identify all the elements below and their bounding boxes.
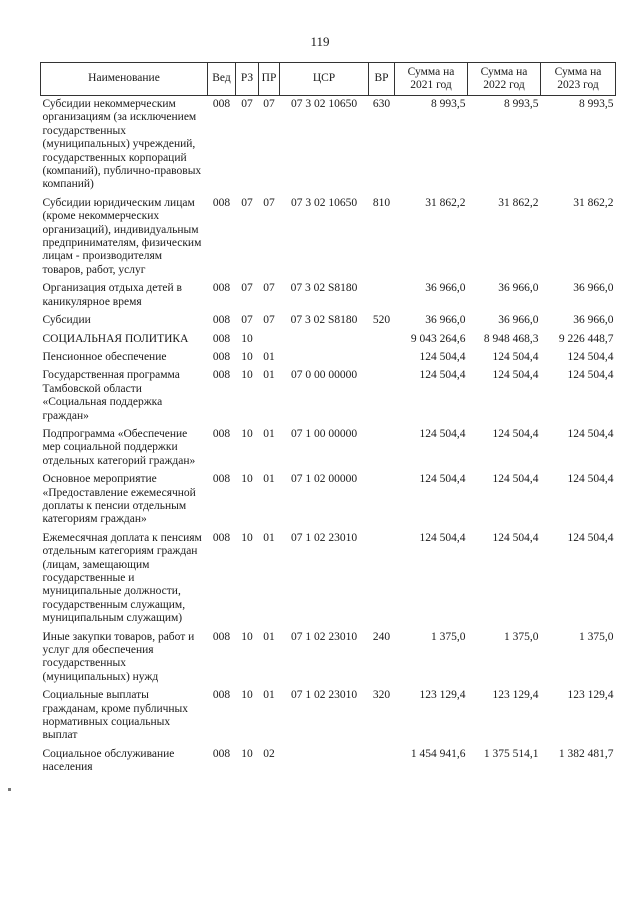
cell-name: Субсидии	[42, 314, 91, 327]
scan-mark	[8, 788, 11, 791]
cell-y2021: 31 862,2	[425, 196, 466, 209]
cell-csr: 07 3 02 10650	[290, 98, 358, 110]
cell-pr: 01	[263, 630, 275, 643]
cell-y2022: 8 993,5	[504, 98, 539, 110]
cell-y2023: 124 504,4	[567, 531, 614, 544]
cell-rz: 07	[241, 282, 253, 295]
table-header-row	[41, 63, 616, 96]
cell-ved: 008	[212, 531, 231, 544]
cell-name: Основное мероприятие «Предоставление ежемесячной доплаты к пенсии отдельным категориям граждан»	[42, 473, 196, 526]
cell-name: Организация отдыха детей в каникулярное время	[42, 282, 182, 308]
header-name: Наименование	[41, 63, 208, 96]
cell-pr: 02	[263, 747, 275, 760]
cell-y2021: 124 504,4	[419, 350, 466, 363]
cell-pr: 07	[263, 196, 275, 209]
cell-csr: 07 0 00 00000	[290, 369, 358, 382]
cell-rz: 07	[241, 196, 253, 209]
header-sum-2021: Сумма на 2021 год	[395, 63, 468, 96]
cell-ved: 008	[212, 369, 231, 382]
cell-csr: 07 1 02 00000	[290, 473, 358, 486]
cell-y2021: 1 454 941,6	[410, 747, 466, 760]
cell-pr: 07	[263, 314, 275, 327]
cell-y2022: 124 504,4	[492, 473, 539, 486]
cell-name: Социальное обслуживание населения	[42, 747, 175, 774]
cell-pr: 07	[263, 282, 275, 295]
cell-csr: 07 1 00 00000	[290, 427, 358, 440]
table-row	[41, 629, 616, 688]
cell-ved: 008	[212, 98, 231, 110]
cell-vr: 240	[372, 630, 391, 643]
cell-vr: 630	[372, 98, 391, 110]
cell-name: Социальные выплаты гражданам, кроме публичных нормативных социальных выплат	[42, 689, 189, 742]
cell-name: Пенсионное обеспечение	[42, 350, 167, 363]
cell-pr: 07	[263, 98, 275, 110]
cell-csr: 07 1 02 23010	[290, 689, 358, 702]
cell-y2023: 124 504,4	[567, 350, 614, 363]
cell-ved: 008	[212, 332, 231, 345]
cell-pr: 01	[263, 531, 275, 544]
cell-csr: 07 1 02 23010	[290, 531, 358, 544]
header-sum-2023: Сумма на 2023 год	[541, 63, 616, 96]
cell-y2021: 36 966,0	[425, 314, 466, 327]
cell-y2021: 9 043 264,6	[410, 332, 466, 345]
cell-rz: 10	[241, 531, 253, 544]
cell-y2022: 124 504,4	[492, 427, 539, 440]
cell-y2021: 124 504,4	[419, 369, 466, 382]
cell-vr	[369, 530, 395, 629]
cell-y2022: 124 504,4	[492, 369, 539, 382]
table-row	[41, 312, 616, 330]
cell-y2023: 124 504,4	[567, 369, 614, 382]
cell-name: Иные закупки товаров, работ и услуг для обеспечения государственных (муниципальных) нужд	[42, 630, 195, 683]
cell-rz: 10	[241, 747, 253, 760]
cell-y2023: 124 504,4	[567, 473, 614, 486]
cell-rz: 10	[241, 369, 253, 382]
table-row	[41, 746, 616, 778]
cell-y2022: 124 504,4	[492, 350, 539, 363]
cell-pr: 01	[263, 369, 275, 382]
cell-ved: 008	[212, 630, 231, 643]
table-row	[41, 96, 616, 195]
cell-y2023: 36 966,0	[573, 314, 614, 327]
cell-vr	[369, 426, 395, 471]
cell-ved: 008	[212, 314, 231, 327]
cell-vr: 520	[372, 314, 391, 327]
table-row	[41, 349, 616, 367]
page-number: 119	[310, 34, 330, 49]
cell-y2023: 123 129,4	[567, 689, 614, 702]
table-row	[41, 426, 616, 471]
header-rz: РЗ	[236, 63, 259, 96]
cell-csr: 07 3 02 10650	[290, 196, 358, 209]
cell-name: Субсидии некоммерческим организациям (за исключением государственных (муниципальных) учреждений, государственных корпораций (компаний), публично-правовых компаний)	[42, 98, 202, 191]
table-row	[41, 331, 616, 349]
cell-y2021: 8 993,5	[431, 98, 466, 110]
cell-y2022: 1 375,0	[504, 630, 539, 643]
cell-rz: 10	[241, 473, 253, 486]
cell-y2022: 31 862,2	[498, 196, 539, 209]
budget-table	[40, 62, 616, 778]
cell-y2021: 36 966,0	[425, 282, 466, 295]
table-row	[41, 687, 616, 746]
cell-vr	[369, 331, 395, 349]
cell-vr	[369, 746, 395, 778]
cell-pr: 01	[263, 473, 275, 486]
cell-pr: 01	[263, 350, 275, 363]
cell-y2023: 124 504,4	[567, 427, 614, 440]
cell-csr: 07 1 02 23010	[290, 630, 358, 643]
header-vr: ВР	[369, 63, 395, 96]
cell-csr: 07 3 02 S8180	[290, 314, 358, 327]
table-row	[41, 195, 616, 280]
cell-name: Подпрограмма «Обеспечение мер социальной поддержки отдельных категорий граждан»	[42, 427, 196, 467]
table-row	[41, 280, 616, 312]
cell-vr: 320	[372, 689, 391, 702]
cell-rz: 10	[241, 689, 253, 702]
cell-vr	[369, 471, 395, 530]
header-pr: ПР	[259, 63, 280, 96]
cell-pr: 01	[263, 427, 275, 440]
header-ved: Вед	[208, 63, 236, 96]
table-body	[41, 96, 616, 778]
cell-y2022: 123 129,4	[492, 689, 539, 702]
cell-y2023: 36 966,0	[573, 282, 614, 295]
cell-csr	[280, 349, 369, 367]
cell-ved: 008	[212, 350, 231, 363]
cell-rz: 10	[241, 630, 253, 643]
cell-y2022: 124 504,4	[492, 531, 539, 544]
cell-rz: 10	[241, 332, 253, 345]
cell-ved: 008	[212, 747, 231, 760]
cell-ved: 008	[212, 282, 231, 295]
cell-y2022: 36 966,0	[498, 282, 539, 295]
cell-y2023: 1 382 481,7	[558, 747, 614, 760]
cell-csr	[280, 331, 369, 349]
header-csr: ЦСР	[280, 63, 369, 96]
cell-name: СОЦИАЛЬНАЯ ПОЛИТИКА	[42, 332, 189, 345]
header-sum-2022: Сумма на 2022 год	[468, 63, 541, 96]
cell-y2023: 1 375,0	[579, 630, 614, 643]
cell-y2022: 36 966,0	[498, 314, 539, 327]
cell-y2021: 123 129,4	[419, 689, 466, 702]
cell-rz: 07	[241, 314, 253, 327]
cell-y2023: 31 862,2	[573, 196, 614, 209]
cell-rz: 10	[241, 427, 253, 440]
cell-y2022: 8 948 468,3	[483, 332, 539, 345]
cell-y2021: 124 504,4	[419, 427, 466, 440]
cell-y2021: 124 504,4	[419, 473, 466, 486]
cell-name: Ежемесячная доплата к пенсиям отдельным категориям граждан (лицам, замещающим государственные и муниципальные должности, государственным служащим, муниципальным служащим)	[42, 531, 202, 625]
cell-y2023: 9 226 448,7	[558, 332, 614, 345]
cell-name: Государственная программа Тамбовской области «Социальная поддержка граждан»	[42, 369, 180, 422]
cell-y2022: 1 375 514,1	[483, 747, 539, 760]
cell-name: Субсидии юридическим лицам (кроме некоммерческих организаций), индивидуальным предпринимателям, физическим лицам - производителям товаров, работ, услуг	[42, 196, 202, 276]
cell-y2021: 1 375,0	[431, 630, 466, 643]
cell-pr	[259, 331, 280, 349]
cell-ved: 008	[212, 427, 231, 440]
cell-ved: 008	[212, 196, 231, 209]
cell-vr: 810	[372, 196, 391, 209]
table-row	[41, 367, 616, 426]
cell-ved: 008	[212, 473, 231, 486]
table-row	[41, 530, 616, 629]
cell-csr: 07 3 02 S8180	[290, 282, 358, 295]
cell-rz: 10	[241, 350, 253, 363]
cell-vr	[369, 349, 395, 367]
cell-y2023: 8 993,5	[579, 98, 614, 110]
cell-ved: 008	[212, 689, 231, 702]
cell-csr	[280, 746, 369, 778]
cell-vr	[369, 367, 395, 426]
cell-vr	[369, 280, 395, 312]
cell-rz: 07	[241, 98, 253, 110]
cell-pr: 01	[263, 689, 275, 702]
cell-y2021: 124 504,4	[419, 531, 466, 544]
table-row	[41, 471, 616, 530]
